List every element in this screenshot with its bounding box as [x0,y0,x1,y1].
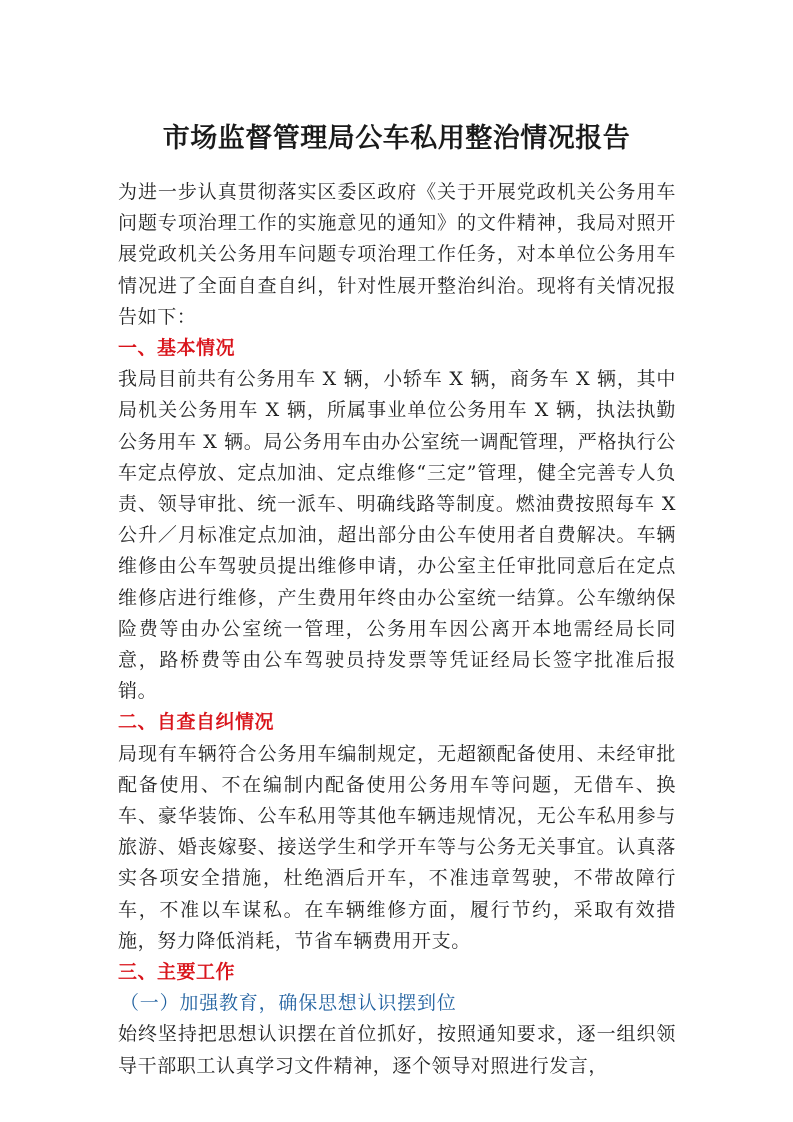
section-basic-situation-text: 我局目前共有公务用车 X 辆，小轿车 X 辆，商务车 X 辆，其中局机关公务用车 X 辆，所属事业单位公务用车 X 辆，执法执勤公务用车 X 辆。局公务用车由办公室统一调配管理，严格执行公车定点停放、定点加油、定点维修“三定”管理，健全完善专人负责、领导审批、统一派车、明确线路等制度。燃油费按照每车 X 公升／月标准定点加油，超出部分由公车使用者自费解决。车辆维修由公车驾驶员提出维修申请，办公室主任审批同意后在定点维修店进行维修，产生费用年终由办公室统一结算。公车缴纳保险费等由办公室统一管理，公务用车因公离开本地需经局长同意，路桥费等由公车驾驶员持发票等凭证经局长签字批准后报销。 [118,368,676,703]
document-title: 市场监督管理局公车私用整治情况报告 [162,123,631,154]
intro-paragraph: 为进一步认真贯彻落实区委区政府《关于开展党政机关公务用车问题专项治理工作的实施意见的通知》的文件精神，我局对照开展党政机关公务用车问题专项治理工作任务，对本单位公务用车情况进了全面自查自纠，针对性展开整治纠治。现将有关情况报告如下： [118,181,676,328]
document-body [118,177,676,1082]
section-self-inspection-text: 局现有车辆符合公务用车编制规定，无超额配备使用、未经审批配备使用、不在编制内配备使用公务用车等问题，无借车、换车、豪华装饰、公车私用等其他车辆违规情况，无公车私用参与旅游、婚丧嫁娶、接送学生和学开车等与公务无关事宜。认真落实各项安全措施，杜绝酒后开车，不准违章驾驶，不带故障行车，不准以车谋私。在车辆维修方面，履行节约，采取有效措施，努力降低消耗，节省车辆费用开支。 [118,742,676,952]
section-main-work-text: 始终坚持把思想认识摆在首位抓好，按照通知要求，逐一组织领导干部职工认真学习文件精神，逐个领导对照进行发言， [118,1023,676,1077]
subsection-heading-education: （一）加强教育，确保思想认识摆到位 [120,992,457,1015]
section-heading-self-inspection: 二、自查自纠情况 [118,711,275,734]
section-heading-basic-situation: 一、基本情况 [118,337,236,360]
section-heading-main-work: 三、主要工作 [118,961,236,984]
